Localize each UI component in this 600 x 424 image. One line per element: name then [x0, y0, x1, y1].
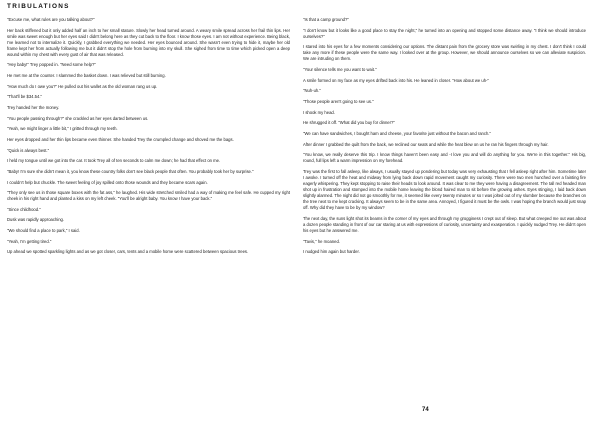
- paragraph: "You know, we really deserve this trip. I know things haven't been easy and -I love you and will do anything for you. We're in this together." His big, round, full lips left a warm impression on my forehead.: [303, 152, 586, 164]
- paragraph: "Yeah, we might linger a little bit," I gritted through my teeth.: [7, 126, 118, 132]
- paragraph: After dinner I grabbed the quilt from the back, we reclined our seats and while the heat blew on us he ran his fingers through my hair.: [303, 141, 549, 147]
- paragraph: "Is that a camp ground?": [303, 17, 349, 22]
- paragraph: I couldn't help but chuckle. The sweet feeling of joy spilled onto those wounds and they became scars again.: [7, 179, 208, 185]
- paragraph: I shook my head.: [303, 109, 335, 115]
- running-head: TRIBULATIONS: [7, 3, 70, 10]
- paragraph: "You people passing through?" she crackled as her eyes darted between us.: [7, 115, 149, 121]
- paragraph: "Since childhood.": [7, 206, 41, 212]
- paragraph: Her eyes dropped and her thin lips became even thinner. She handed Trey the crumpled change and shoved me the bags.: [7, 136, 234, 142]
- paragraph: I held my tongue until we got into the car. It took Trey all of ten seconds to calm me down; he had that effect on me.: [7, 158, 221, 164]
- page-number: 74: [422, 407, 429, 413]
- paragraph: He shrugged it off. "What did you buy for dinner?": [303, 120, 395, 126]
- paragraph: "Your silence tells me you want to wait.": [303, 67, 377, 73]
- paragraph: Dusk was rapidly approaching.: [7, 217, 65, 223]
- paragraph: "Nuh-uh.": [303, 88, 321, 94]
- paragraph: I stared into his eyes for a few moments considering our options. The distant pain from the grocery store was swirling in my chest. I don't think I could take any more if these people were the same way. I looked over at the group. However, we should announce ourselves so we can alleviate suspicion. We are intruding on them.: [303, 44, 586, 62]
- paragraph: "We should find a place to park," I said.: [7, 228, 80, 234]
- paragraph: "Tavis," he moaned.: [303, 238, 340, 244]
- paragraph: "I don't know but it looks like a good place to stay the night," he turned into an opening and stopped some distance away. "I think we should introduce ourselves?": [303, 27, 586, 39]
- paragraph: "We can have sandwiches, I bought ham and cheese, your favorite just without the bacon and ranch.": [303, 130, 491, 136]
- paragraph: "Quick is always best.": [7, 147, 50, 153]
- paragraph: "Yeah, I'm getting tired.": [7, 238, 52, 244]
- paragraph: "Excuse me, what rules are you talking about?": [7, 17, 95, 22]
- paragraph: Up ahead we spotted sparkling lights and as we got closer, cars, tents and a mobile home were scattered between spacious trees.: [7, 249, 249, 255]
- paragraph: Her back stiffened but it only added half an inch to her small stature. Slowly her head turned around. A weary smile spread across her frail thin lips. Her smile was sweet enough but her eyes said I didn't belong here as they cut back to the floor. I know those eyes. I am not without experience. Being black, I've learned not to internalize it. Quickly, I grabbed everything we needed. Her eyes bounced around. She wasn't even trying to hide it, maybe her old frame kept her from actually following me but it didn't stop the hole from burning into my skull. She sighed from time to time which picked open a deep wound within my chest with every gust of air that was released.: [7, 27, 290, 57]
- paragraph: "Those people aren't going to see us.": [303, 98, 374, 104]
- paragraph: "That'll be $34.54.": [7, 94, 42, 100]
- paragraph: "Baby! I'm sure she didn't mean it, you know these country folks don't see black people that often. You probably took her by surprise.": [7, 168, 254, 174]
- paragraph: I nudged him again but harder.: [303, 249, 360, 255]
- paragraph: Trey handed her the money.: [7, 105, 60, 111]
- right-column: [303, 17, 586, 260]
- paragraph: "Hey baby!" Trey popped in. "Need some help?": [7, 62, 96, 68]
- paragraph: "How much do I owe you?" He pulled out his wallet as the old woman rang us up.: [7, 83, 158, 89]
- paragraph: A smile formed on my face as my eyes drifted back into his. He leaned in closer. "How about we uh-": [303, 77, 489, 83]
- paragraph: He met me at the counter. I slammed the basket down. I was relieved but still burning.: [7, 73, 166, 79]
- paragraph: The next day, the suns light shot its beams in the corner of my eyes and through my grogginess I crept out of sleep. But what creeped me out was about a dozen people standing in front of our car staring at us with expressions of curiosity, uncertainty and exasperation. I quickly nudged Trey. He didn't open his eyes but he answered me.: [303, 215, 586, 233]
- left-column: [7, 17, 290, 260]
- paragraph: "They only see us in those square boxes with the fat ass," he laughed. His wide stretched smiled had a way of making me feel safe. He cupped my right cheek in his right hand and planted a kiss on my left cheek. "You'll be alright baby. You know I have your back.": [7, 190, 290, 202]
- paragraph: Trey was the first to fall asleep, like always, I usually stayed up pondering but today was very exhausting that I fell asleep right after him. Sometime later I awoke. I turned off the heat and midway from lying back down rapid movement caught my curiosity. There were two men hunched over a fainting fire eagerly whispering. They kept stopping to raise their heads to look around. It was clear to me they were having a disagreement. The tall red headed man shot up in frustration and stomped into the mobile home leaving the blond haired man to sit before the growing ashes. Eyes stinging, I laid back down slightly alarmed. The night did not go smoothly for me, it seemed like every twenty minutes or so I was jolted out of my slumber because the branches on the tree next to me kept cracking. It always seem to be in the same area. Annoyed, I figured it must be the owls. I was hoping the branch would just snap off. Why did they have to be by my window?: [303, 168, 586, 211]
